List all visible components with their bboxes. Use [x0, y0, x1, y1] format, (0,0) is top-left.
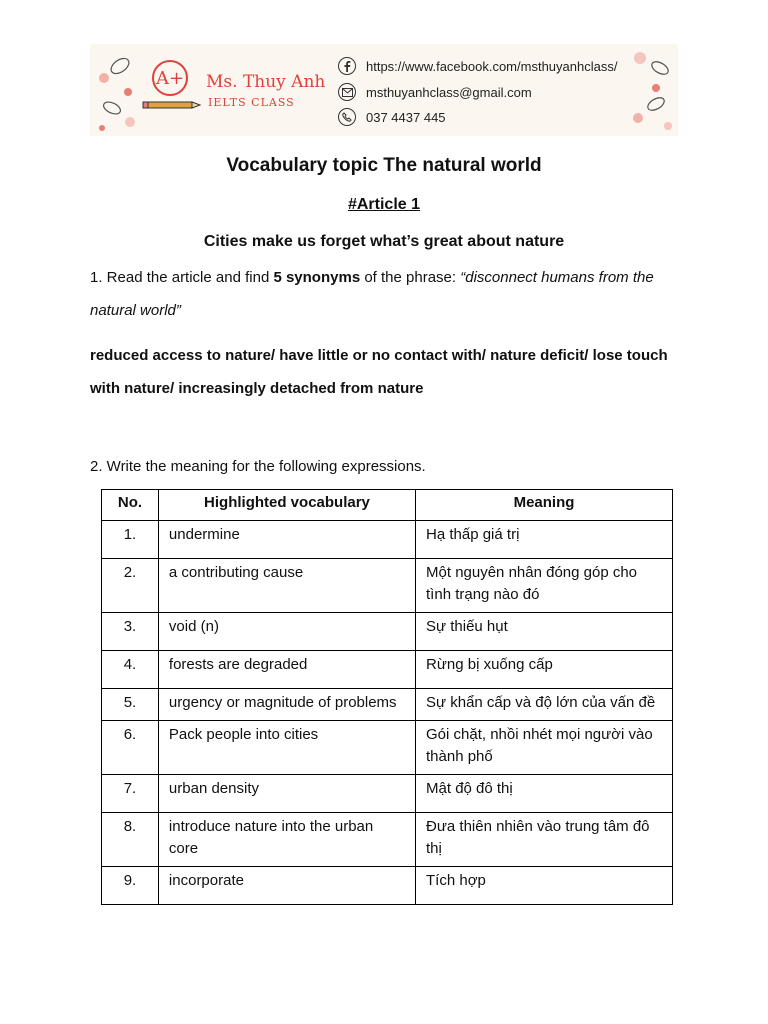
table-header-row — [102, 490, 673, 521]
table-row — [102, 813, 673, 867]
table-row — [102, 775, 673, 813]
table-row — [102, 559, 673, 613]
article-heading: #Article 1 — [347, 196, 421, 213]
row-meaning: Sự khẩn cấp và độ lớn của vấn đề — [416, 689, 673, 721]
row-meaning: Một nguyên nhân đóng góp cho tình trạng nào đó — [416, 559, 673, 613]
row-number: 9. — [102, 867, 159, 905]
vocabulary-table — [101, 489, 673, 905]
facebook-icon — [338, 57, 356, 75]
row-vocabulary: forests are degraded — [158, 651, 415, 689]
article-subtitle: Cities make us forget what’s great about nature — [203, 233, 565, 250]
brand-name: Ms. Thuy Anh — [206, 72, 326, 92]
row-meaning: Rừng bị xuống cấp — [416, 651, 673, 689]
facebook-contact[interactable] — [338, 56, 617, 76]
document-title: Vocabulary topic The natural world — [226, 155, 542, 176]
table-row — [102, 651, 673, 689]
row-number: 4. — [102, 651, 159, 689]
header-meaning: Meaning — [416, 490, 673, 521]
phone-contact[interactable] — [338, 107, 446, 127]
row-vocabulary: void (n) — [158, 613, 415, 651]
row-meaning: Mật độ đô thị — [416, 775, 673, 813]
row-meaning: Đưa thiên nhiên vào trung tâm đô thị — [416, 813, 673, 867]
row-meaning: Sự thiếu hụt — [416, 613, 673, 651]
envelope-icon — [338, 83, 356, 101]
table-row — [102, 721, 673, 775]
table-row — [102, 521, 673, 559]
email-link[interactable]: msthuyanhclass@gmail.com — [366, 84, 532, 100]
phone-icon — [338, 108, 356, 126]
question-1-phrase: “disconnect humans from the natural world” — [90, 269, 654, 319]
table-row — [102, 689, 673, 721]
row-vocabulary: urban density — [158, 775, 415, 813]
header-banner — [90, 44, 678, 136]
row-vocabulary: undermine — [158, 521, 415, 559]
row-meaning: Hạ thấp giá trị — [416, 521, 673, 559]
row-vocabulary: Pack people into cities — [158, 721, 415, 775]
row-vocabulary: incorporate — [158, 867, 415, 905]
question-1-bold: 5 synonyms — [273, 269, 361, 286]
row-meaning: Gói chặt, nhồi nhét mọi người vào thành phố — [416, 721, 673, 775]
brand-logo-icon: A+ — [152, 60, 188, 96]
leaf-decoration-icon — [94, 48, 142, 132]
table-row — [102, 613, 673, 651]
row-vocabulary: introduce nature into the urban core — [158, 813, 415, 867]
phone-number[interactable]: 037 4437 445 — [366, 109, 446, 125]
brand-subtitle: IELTS CLASS — [208, 96, 295, 109]
row-number: 6. — [102, 721, 159, 775]
header-no: No. — [102, 490, 159, 521]
flower-decoration-icon — [626, 48, 676, 132]
row-number: 2. — [102, 559, 159, 613]
question-1-mid: of the phrase: — [360, 269, 461, 286]
row-number: 8. — [102, 813, 159, 867]
row-vocabulary: urgency or magnitude of problems — [158, 689, 415, 721]
answer-text: reduced access to nature/ have little or no contact with/ nature deficit/ lose touch with nature/ increasingly detached from nature — [90, 347, 668, 397]
email-contact[interactable] — [338, 82, 532, 102]
row-number: 3. — [102, 613, 159, 651]
question-1-prefix: 1. Read the article and find — [90, 269, 274, 286]
facebook-link[interactable]: https://www.facebook.com/msthuyanhclass/ — [366, 58, 618, 74]
row-number: 5. — [102, 689, 159, 721]
row-number: 7. — [102, 775, 159, 813]
row-meaning: Tích hợp — [416, 867, 673, 905]
pencil-icon — [142, 100, 202, 110]
table-row — [102, 867, 673, 905]
header-vocabulary: Highlighted vocabulary — [158, 490, 415, 521]
row-vocabulary: a contributing cause — [158, 559, 415, 613]
question-2: 2. Write the meaning for the following expressions. — [90, 458, 426, 475]
question-1 — [90, 261, 680, 327]
row-number: 1. — [102, 521, 159, 559]
